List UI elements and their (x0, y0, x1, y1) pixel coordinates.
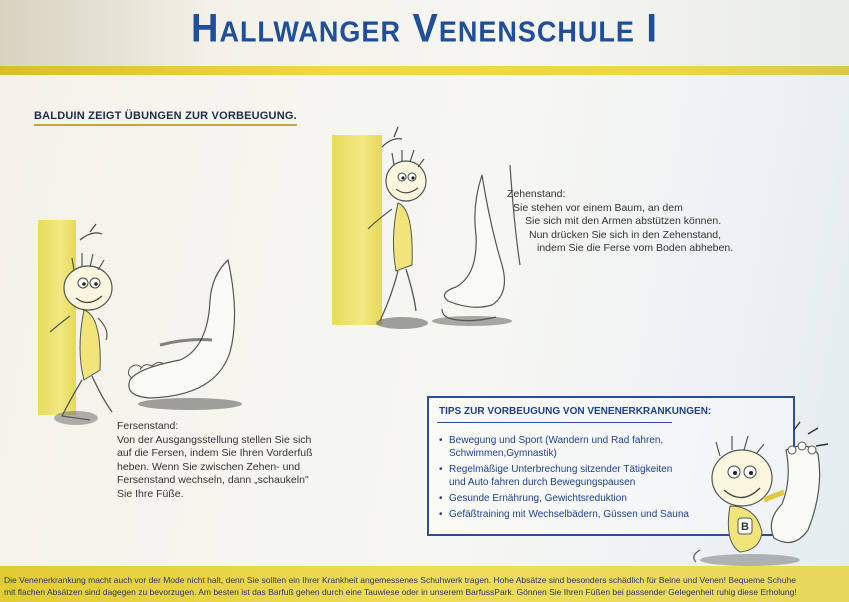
footer-text-line: Die Venenerkrankung macht auch vor der Mode nicht halt, denn Sie sollten ein Ihrer Krankheit angemessenes Schuhwerk tragen. Hohe Absätze sind besonders schädlich für Beine und Venen! Bequeme Schuhe (4, 575, 796, 585)
tips-heading-underline (437, 422, 672, 423)
fersenstand-line: auf die Fersen, indem Sie Ihren Vorderfuß (117, 447, 313, 459)
fersenstand-text (117, 420, 313, 501)
tip-item (439, 463, 689, 489)
zehenstand-line: Sie sich mit den Armen abstützen können. (525, 215, 722, 227)
footer-text-line: mit flachen Absätzen sind dagegen zu bevorzugen. Am besten ist das Barfuß gehen durch eine Tauwiese oder in unserem BarfussPark. Gönnen Sie Ihren Füßen bei passender Gelegenheit ruhig diese Erholung! (4, 587, 797, 597)
zehenstand-line: Sie stehen vor einem Baum, an dem (513, 201, 683, 214)
tip-line: • Gefäßtraining mit Wechselbädern, Güssen und Sauna (449, 509, 689, 520)
fersenstand-heading: Fersenstand: (117, 420, 179, 432)
zehenstand-line: indem Sie die Ferse vom Boden abheben. (537, 242, 734, 254)
page-title: Hallwanger Venenschule I (191, 6, 658, 52)
tip-line: • Regelmäßige Unterbrechung sitzender Tätigkeiten (449, 464, 673, 475)
balduin-mascot-zehenstand-illustration (332, 125, 532, 335)
section-subheading: BALDUIN ZEIGT ÜBUNGEN ZUR VORBEUGUNG. (34, 110, 297, 126)
tip-line: Schwimmen,Gymnastik) (449, 448, 557, 459)
tip-line: • Bewegung und Sport (Wandern und Rad fahren, (449, 435, 664, 446)
fersenstand-line: heben. Wenn Sie zwischen Zehen- und (117, 460, 301, 473)
fersenstand-line: Fersenstand wechseln, dann „schaukeln" (117, 474, 309, 486)
tip-line: und Auto fahren durch Bewegungspausen (449, 477, 636, 488)
zehenstand-heading: Zehenstand: (507, 188, 566, 200)
zehenstand-line: Nun drücken Sie sich in den Zehenstand, (529, 228, 722, 241)
balduin-mascot-fersenstand-illustration (40, 220, 270, 440)
tips-list (439, 434, 689, 524)
title-underline (0, 66, 849, 75)
zehenstand-text (507, 188, 733, 256)
tips-heading: TIPS ZUR VORBEUGUNG VON VENENERKRANKUNGEN: (439, 406, 712, 417)
footer-band (0, 566, 849, 602)
mascot-badge-letter: B (741, 521, 749, 533)
fersenstand-line: Sie Ihre Füße. (117, 487, 184, 500)
balduin-mascot-foot-illustration (690, 420, 848, 570)
tip-item (439, 492, 689, 505)
tip-item (439, 508, 689, 521)
fersenstand-line: Von der Ausgangsstellung stellen Sie sich (117, 433, 312, 446)
tip-item (439, 434, 689, 460)
tip-line: • Gesunde Ernährung, Gewichtsreduktion (449, 493, 627, 504)
